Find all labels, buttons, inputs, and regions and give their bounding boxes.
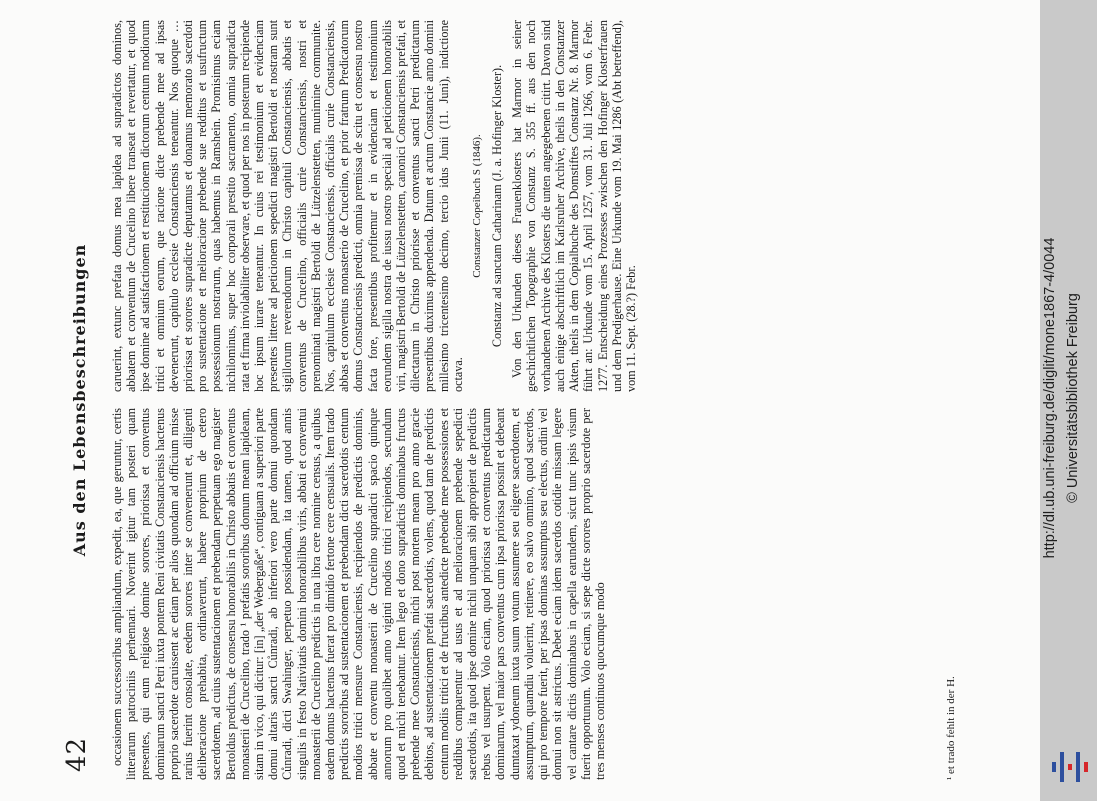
running-head xyxy=(50,20,110,780)
source-note: Constanzer Copeibuch S (1846). xyxy=(471,134,484,278)
left-column xyxy=(110,408,607,780)
ub-freiburg-logo-icon[interactable] xyxy=(1046,744,1092,790)
page-url-link[interactable]: http://dl.ub.uni-freiburg.de/diglit/mone1867-4/0044 xyxy=(1042,237,1058,559)
page-number: 42 xyxy=(62,736,92,772)
rotated-page-content xyxy=(50,20,990,780)
copyright-notice: © Universitätsbibliothek Freiburg xyxy=(1065,293,1081,503)
left-column-text: occasionem successoribus ampliandum, expedit, ea, que geruntur, certis litterarum patrociniis perhennari. Noverint igitur tam posteri quam presentes, qui eum religiose domine sorores, priorissa et conventus dominarum sancti Petri iuxta pontem Reni civitatis Constanciensis hactenus proprio sacerdote caruissent ac etiam per alios quondam ad officium misse rarius fuerint consolate, eedem sorores inter se convenerunt et, diligenti deliberacione prehabita, ordinaverunt, habere proprium de cetero sacerdotem, ad cuius sustentacionem et prebendam perpetuam ego magister Bertoldus predictus, de consensu honorabilis in Christo abbatis et conventus monasterii de Crucelino, trado ¹ prefatis sororibus domum meam lapideam, sitam in vico, qui dicitur: [in] „der Webergaße“, contiguam a superiori parte domui altaris sancti Cůnradi, ab inferiori vero parte domui quondam Cůnradi, dicti Swahinger, perpetuo possidendam, ita tamen, quod annis singulis in festo Nativitatis domini honorabilibus viris, abbati et conventui monasterii de Crucelino predictis in una libra cere nomine census, a quibus eadem domus hactenus fuerat pro dimidio fertone cere censualis. Item trado predictis sororibus ad sustentacionem et prebendam dicti sacerdotis centum modios tritici mensure Constanciensis, recipiendos de predictis dominis, abbate et conventu monasterii de Crucelino supradicti spacio quinque annorum pro quolibet anno viginti modios tritici recipiendos, secundum quod et michi tenebantur. Item lego et dono supradictis dominabus fructus prebende mee Constanciensis, michi post mortem meam pro anno gracie debitos, ad sustentacionem prefati sacerdotis, volens, quod tam de predictis centum modiis tritici et de fructibus antedicte prebende mee possessiones et reddibus comparentur ad usus et ad melioracionem prebende sepedicti sacerdotis, ita quod ipse domine nichil unquam sibi appropient de predictis rebus vel usurpent. Volo eciam, quod priorissa et conventus predictarum dominarum, vel maior pars conventus cum ipsa priorissa possint et debeant dumtaxat ydoneum iuxta suum votum assumere seu eligere sacerdotem, et assumptum, quamdiu voluerint, retinere, eo salvo omnino, quod sacerdos, qui pro tempore fuerit, per ipsas dominas assumptus seu electus, ordini vel domui non sit astrictus. Debet eciam idem sacerdos cotidie missam legere vel cantare dictis dominabus in capella earundem, sicut tunc ipsis visum fuerit opportunum. Volo eciam, si sepe dicte sorores proprio sacerdote per tres menses continuos quocumque modo xyxy=(110,408,607,780)
section-heading: Constanz ad sanctam Catharinam (J. a. Hofinger Kloster). xyxy=(490,64,505,348)
footnote: ¹ et trado fehlt in der H. xyxy=(945,676,957,780)
right-column-text: caruerint, extunc prefata domus mea lapidea ad supradictos dominos, abbatem et conventum de Crucelino libere transeat et revertatur, et quod ipse domine ad satisfactionem et restitucionem dictorum centum modiorum tritici et omnium eorum, que racione dicte prebende mee ad ipsas devenerunt, capitulo ecclesie Constanciensis teneantur. Nos quoque … priorissa et sorores supradicte deputamus et donamus memorato sacerdoti pro sustentacione et melioracione prebende sue redditus et usufructum possessionum nostrarum, quas habemus in Ramshein. Promisimus eciam nichilominus, super hoc corporali prestito sacramento, omnia supradicta rata et firma inviolabiliter observare, et quod per nos in posterum recipiende hoc ipsum iurare teneantur. In cuius rei testimonium et evidenciam presentes littere ad peticionem sepedicti magistri Bertoldi et nostram sunt sigillorum reverendorum in Christo capituli Constanciensis, abbatis et conventus de Crucelino, officialis curie Constanciensis, nostri et prenominati magistri Bertoldi de Lützelenstetten, munimine communite. Nos, capitulum ecclesie Constanciensis, officialis curie Constanciensis, abbas et conventus monasterio de Crucelino, et prior fratrum Predicatorum domus Constanciensis predicti, omnia premissa de scitu et consensu nostro facta fore, presentibus profitemur et in evidenciam et testimonium eorundem sigilla nostra de iussu nostro speciali ad peticionem honorabilis viri, magistri Bertoldi de Lützelenstetten, canonici Constanciensis prefati, et dilectarum in Christo priorisse et conventus sancti Petri predictarum presentibus duximus appendenda. Datum et actum Constancie anno domini millesimo tricentesimo decimo, tercio idus Junii (11. Juni), indictione octava. xyxy=(110,20,465,392)
section-text: Von den Urkunden dieses Frauenklosters hat Marmor in seiner geschichtlichen Topographie von Constanz S. 355 ff. aus den noch vorhandenen Archive des Klosters die unten angegebenen citirt. Davon sind auch einige abschriftlich im Karlsruher Archive, theils in den Constanzer Akten, theils in dem Copialbuche des Domstiftes Constanz Nr. 8. Marmor führt an: Urkunde vom 15. April 1257, vom 31. Juli 1266, vom 6. Febr. 1277. Entscheidung eines Prozesses zwischen den Hofinger Klosterfrauen und dem Predigerhause. Eine Urkunde vom 19. Mai 1286 (Abt betreffend), vom 11. Sept. (28.?) Febr. xyxy=(510,20,638,392)
right-column xyxy=(110,20,638,392)
running-head-title: Aus den Lebensbeschreibungen xyxy=(70,243,89,557)
